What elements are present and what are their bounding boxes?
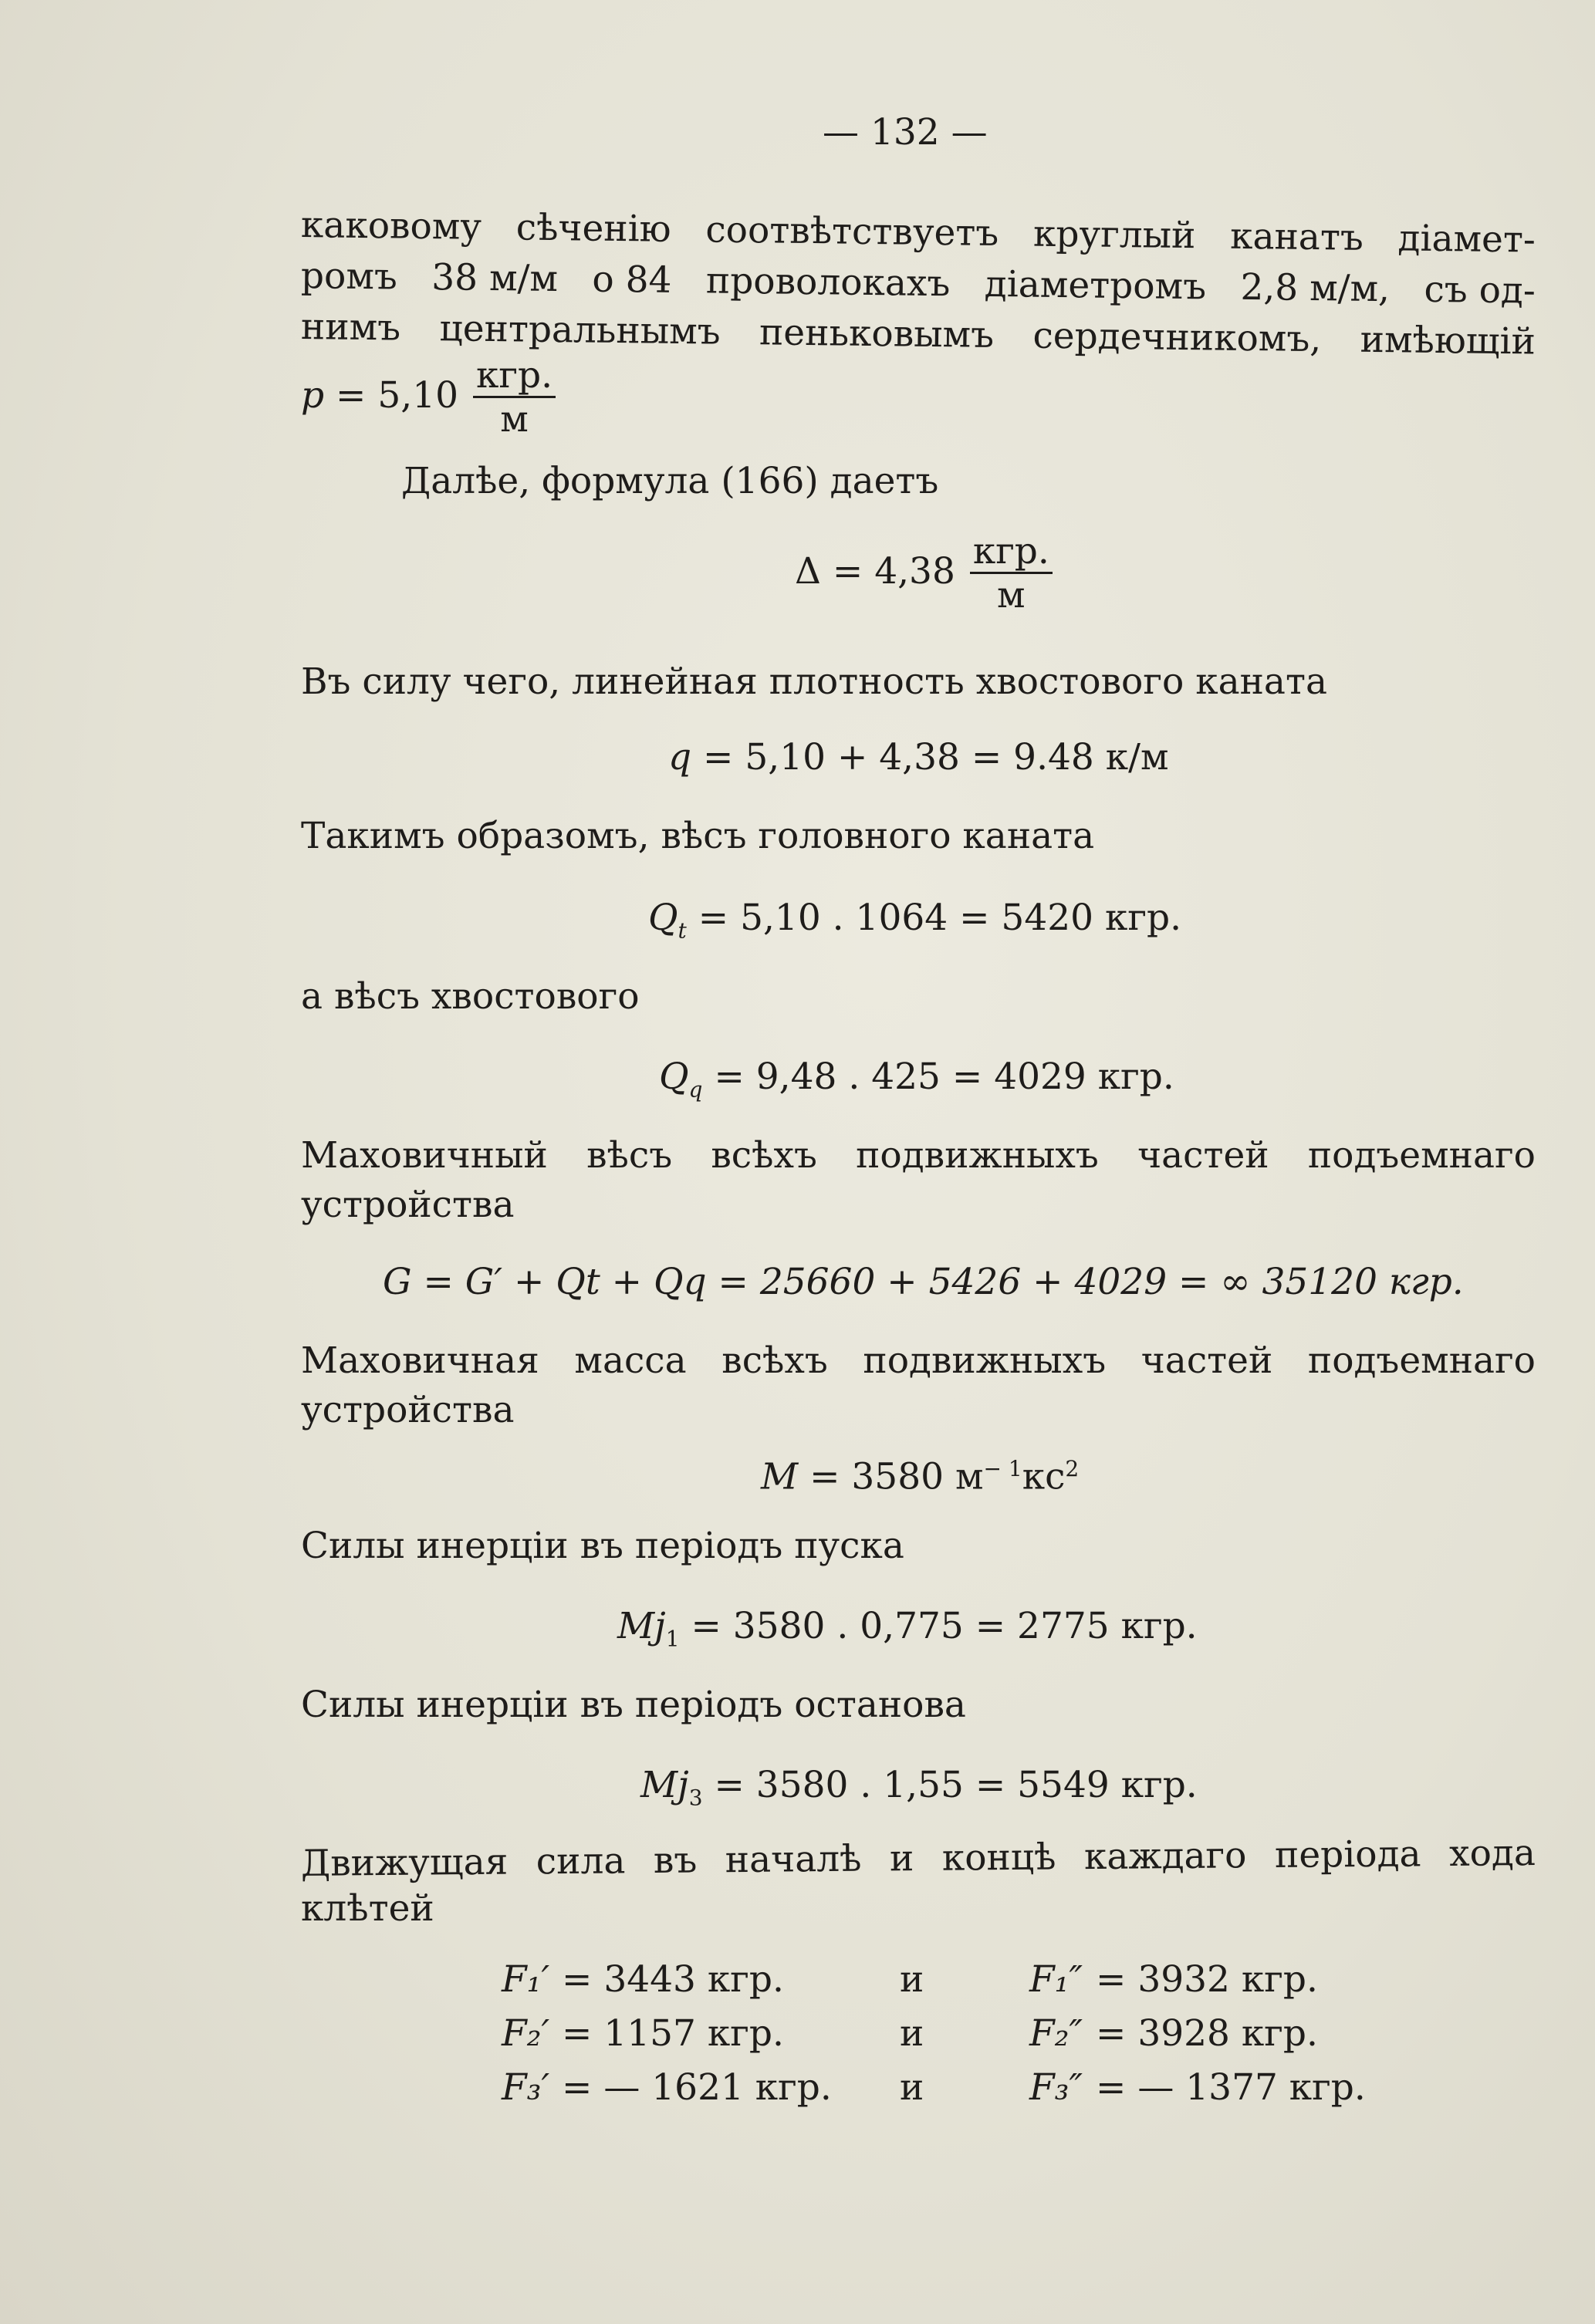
subscript-1: 1 (665, 1626, 680, 1652)
word: подъемнаго (1307, 1339, 1536, 1382)
force-conj: и (900, 1958, 924, 2001)
word: подъемнаго (1307, 1134, 1536, 1177)
word: 2,8 м/м, (1240, 265, 1391, 311)
symbol-M: M (761, 1455, 799, 1498)
word: въ (653, 1839, 698, 1883)
force-right-value: = 3932 кгр. (1096, 1958, 1318, 2001)
symbol-q: q (668, 736, 692, 779)
mj1-equation: = 3580 . 0,775 = 2775 кгр. (691, 1605, 1198, 1647)
fraction-numerator: кгр. (970, 532, 1053, 574)
force-conj: и (900, 2066, 924, 2109)
word: имѣющій (1360, 318, 1536, 363)
m-unit: кс (1022, 1455, 1066, 1498)
symbol-Q: Q (659, 1056, 689, 1098)
fraction (473, 356, 556, 440)
word: сила (536, 1839, 626, 1883)
word: всѣхъ (721, 1339, 828, 1382)
force-left-symbol: F₂′ (502, 2012, 550, 2055)
force-right-symbol: F₁″ (1029, 1958, 1083, 2001)
q-equation: = 5,10 + 4,38 = 9.48 к/м (703, 736, 1169, 779)
dvizh-line (300, 1832, 1536, 1885)
fraction (970, 532, 1053, 616)
symbol-Mj: Mj (640, 1764, 689, 1806)
qq-equation: = 9,48 . 425 = 4029 кгр. (714, 1056, 1174, 1098)
qt-equation: = 5,10 . 1064 = 5420 кгр. (698, 897, 1182, 939)
word: канатъ (1229, 214, 1364, 259)
force-right-symbol: F₃″ (1029, 2066, 1083, 2109)
subscript-q: q (688, 1076, 703, 1103)
vsilu-line: Въ силу чего, линейная плотность хвостового каната (301, 660, 1327, 703)
word: діаметромъ (984, 262, 1207, 309)
symbol-Q: Q (648, 897, 678, 939)
text-line-2 (300, 255, 1536, 312)
aves-line: а вѣсъ хвостового (301, 975, 640, 1018)
word: каждаго (1083, 1834, 1247, 1879)
sily2-line: Силы инерціи въ періодъ останова (301, 1684, 966, 1726)
word: проволокахъ (705, 259, 951, 306)
formula-delta (795, 532, 1053, 616)
takim-line: Такимъ образомъ, вѣсъ головного каната (301, 815, 1095, 857)
word: сердечникомъ, (1032, 314, 1322, 361)
text-line-3 (300, 306, 1536, 363)
word: всѣхъ (711, 1134, 817, 1177)
word: частей (1137, 1134, 1269, 1177)
p-value: = 5,10 (336, 374, 459, 417)
symbol-Mj: Mj (617, 1605, 666, 1647)
kletei-line: клѣтей (301, 1887, 434, 1930)
ustr1-line: устройства (301, 1184, 515, 1226)
force-right-value: = 3928 кгр. (1096, 2012, 1318, 2055)
formula-g: G = G′ + Qt + Qq = 25660 + 5426 + 4029 = ∞ 35120 кгр. (383, 1261, 1464, 1303)
word: и (889, 1837, 914, 1880)
ustr2-line: устройства (301, 1389, 515, 1431)
m-equation: = 3580 м (809, 1455, 984, 1498)
word: соотвѣтствуетъ (705, 208, 999, 255)
formula-p (301, 356, 556, 440)
word: Маховичный (301, 1134, 548, 1177)
formula-m (761, 1455, 1080, 1498)
formula-q (668, 736, 1169, 779)
formula-qt (648, 897, 1182, 944)
formula-mj3 (640, 1764, 1198, 1811)
fraction-denominator: м (997, 574, 1026, 617)
force-conj: и (900, 2012, 924, 2055)
force-right-symbol: F₂″ (1029, 2012, 1083, 2055)
word: концѣ (941, 1836, 1056, 1880)
word: центральнымъ (439, 307, 721, 353)
word: хода (1448, 1832, 1536, 1876)
mah1-line (301, 1134, 1536, 1177)
page-number: — 132 — (823, 111, 988, 154)
subscript-t: t (678, 917, 687, 944)
mah2-line (301, 1339, 1536, 1382)
mj3-equation: = 3580 . 1,55 = 5549 кгр. (714, 1764, 1198, 1806)
word: подвижныхъ (863, 1339, 1107, 1382)
force-left-value: = 3443 кгр. (562, 1958, 784, 2001)
word: Маховичная (301, 1339, 539, 1382)
force-left-symbol: F₃′ (502, 2066, 550, 2109)
word: началѣ (725, 1837, 862, 1882)
word: частей (1140, 1339, 1273, 1382)
word: каковому (300, 204, 482, 248)
symbol-p: p (301, 374, 325, 417)
word: нимъ (300, 306, 401, 350)
unit-exponent: 2 (1065, 1456, 1080, 1481)
m-exponent: − 1 (983, 1456, 1022, 1481)
word: сѣченію (515, 206, 671, 251)
text-line-1 (300, 204, 1536, 262)
word: подвижныхъ (856, 1134, 1099, 1177)
word: Движущая (300, 1840, 509, 1885)
word: 38 м/м (431, 256, 559, 301)
force-left-symbol: F₁′ (502, 1958, 550, 2001)
sily1-line: Силы инерціи въ періодъ пуска (301, 1525, 904, 1567)
subscript-3: 3 (688, 1785, 703, 1811)
word: діамет- (1397, 217, 1536, 262)
force-left-value: = 1157 кгр. (562, 2012, 784, 2055)
word: пеньковымъ (759, 311, 995, 356)
word: круглый (1032, 212, 1196, 258)
word: о 84 (592, 258, 672, 302)
formula-mj1 (617, 1605, 1198, 1652)
delta-value: Δ = 4,38 (795, 550, 955, 593)
fraction-denominator: м (500, 398, 529, 441)
fraction-numerator: кгр. (473, 356, 556, 398)
word: вѣсъ (586, 1134, 673, 1177)
word: масса (574, 1339, 687, 1382)
word: ромъ (300, 255, 398, 299)
dalee-line: Далѣе, формула (166) даетъ (401, 460, 939, 502)
word: періода (1274, 1833, 1421, 1876)
word: съ од- (1424, 268, 1536, 312)
formula-qq (659, 1056, 1174, 1103)
force-right-value: = — 1377 кгр. (1096, 2066, 1366, 2109)
force-left-value: = — 1621 кгр. (562, 2066, 832, 2109)
